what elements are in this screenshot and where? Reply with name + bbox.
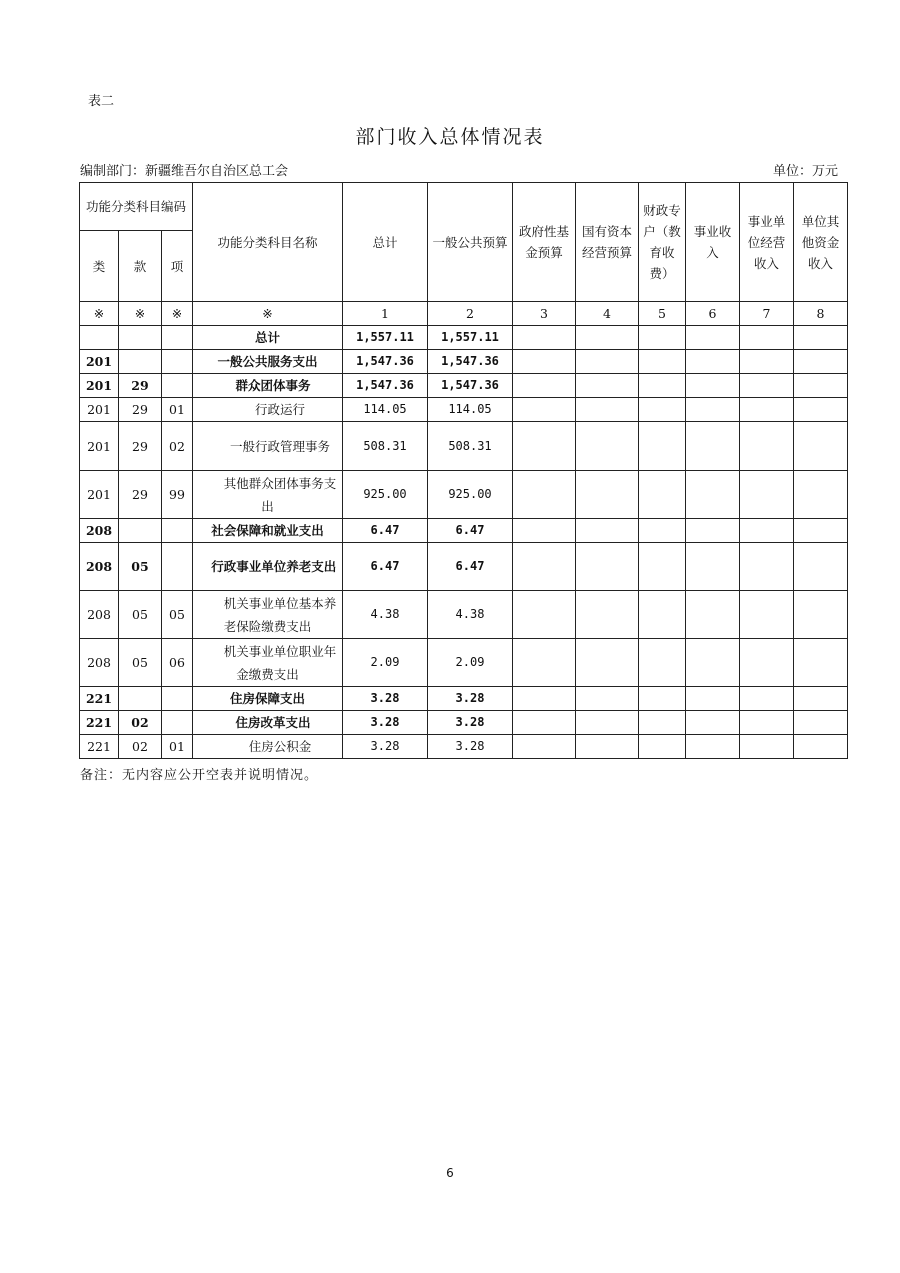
cell-kuan [119,350,162,374]
marker-cell: 7 [740,302,794,326]
cell-kuan: 05 [119,591,162,639]
cell-empty [686,422,740,471]
cell-xiang [162,350,193,374]
cell-general-budget: 3.28 [428,687,513,711]
cell-empty [513,711,576,735]
table-row [80,711,848,735]
cell-general-budget: 1,547.36 [428,374,513,398]
marker-cell: ※ [162,302,193,326]
cell-lei: 221 [80,711,119,735]
cell-empty [576,326,639,350]
cell-empty [639,398,686,422]
header-total: 总计 [343,183,428,302]
cell-xiang [162,687,193,711]
header-other-income: 单位其他资金收入 [794,183,848,302]
marker-cell: 2 [428,302,513,326]
cell-empty [639,735,686,759]
marker-row [80,302,848,326]
cell-total: 1,547.36 [343,350,428,374]
cell-empty [794,543,848,591]
cell-empty [513,735,576,759]
cell-kuan: 29 [119,398,162,422]
cell-general-budget: 3.28 [428,711,513,735]
cell-total: 6.47 [343,543,428,591]
cell-name: 社会保障和就业支出 [193,519,343,543]
cell-empty [639,711,686,735]
table-row [80,471,848,519]
cell-total: 6.47 [343,519,428,543]
cell-empty [740,591,794,639]
cell-name: 住房公积金 [193,735,343,759]
cell-empty [576,639,639,687]
cell-empty [639,350,686,374]
cell-empty [513,591,576,639]
table-row [80,398,848,422]
compiling-department: 编制部门：新疆维吾尔自治区总工会 [80,164,289,179]
marker-cell: ※ [193,302,343,326]
cell-xiang: 01 [162,398,193,422]
cell-empty [639,326,686,350]
cell-general-budget: 6.47 [428,519,513,543]
cell-empty [686,711,740,735]
cell-kuan: 29 [119,422,162,471]
cell-empty [576,422,639,471]
cell-lei: 221 [80,735,119,759]
cell-name-text: 其他群众团体事务支出 [223,475,337,514]
cell-empty [639,471,686,519]
cell-empty [513,543,576,591]
cell-empty [794,687,848,711]
cell-total: 3.28 [343,687,428,711]
table-row [80,639,848,687]
cell-kuan: 05 [119,543,162,591]
cell-empty [740,471,794,519]
cell-empty [686,519,740,543]
cell-total: 508.31 [343,422,428,471]
cell-general-budget: 6.47 [428,543,513,591]
cell-total: 114.05 [343,398,428,422]
cell-xiang: 99 [162,471,193,519]
table-row [80,326,848,350]
cell-empty [794,374,848,398]
cell-general-budget: 2.09 [428,639,513,687]
cell-xiang: 05 [162,591,193,639]
cell-empty [740,543,794,591]
cell-name: 群众团体事务 [193,374,343,398]
cell-name: 行政运行 [193,398,343,422]
cell-empty [794,639,848,687]
header-row-1 [80,183,848,231]
cell-name-text: 一般行政管理事务 [229,438,330,454]
cell-empty [513,519,576,543]
cell-lei: 201 [80,374,119,398]
cell-empty [576,591,639,639]
cell-empty [576,374,639,398]
cell-empty [794,326,848,350]
cell-name: 一般公共服务支出 [193,350,343,374]
table-row [80,687,848,711]
cell-empty [686,326,740,350]
cell-empty [686,350,740,374]
cell-name: 住房改革支出 [193,711,343,735]
cell-empty [740,422,794,471]
cell-empty [513,687,576,711]
cell-empty [740,350,794,374]
cell-empty [686,398,740,422]
cell-empty [576,398,639,422]
cell-general-budget: 1,547.36 [428,350,513,374]
cell-lei: 201 [80,422,119,471]
cell-lei: 201 [80,350,119,374]
header-code-group: 功能分类科目编码 [80,183,193,231]
cell-general-budget: 4.38 [428,591,513,639]
unit-label: 单位：万元 [772,164,838,179]
cell-empty [740,639,794,687]
cell-empty [794,422,848,471]
cell-empty [639,543,686,591]
cell-empty [639,519,686,543]
cell-empty [740,398,794,422]
cell-total: 4.38 [343,591,428,639]
cell-kuan [119,519,162,543]
cell-empty [794,711,848,735]
cell-xiang: 06 [162,639,193,687]
table-row [80,350,848,374]
cell-lei [80,326,119,350]
marker-cell: ※ [119,302,162,326]
cell-xiang [162,711,193,735]
cell-empty [513,326,576,350]
marker-cell: 3 [513,302,576,326]
header-general-budget: 一般公共预算 [428,183,513,302]
marker-cell: ※ [80,302,119,326]
cell-empty [740,735,794,759]
header-code-lei: 类 [80,231,119,302]
table-row [80,374,848,398]
cell-lei: 221 [80,687,119,711]
cell-empty [686,639,740,687]
cell-name-text: 机关事业单位职业年金缴费支出 [223,643,337,682]
cell-empty [639,591,686,639]
cell-empty [639,374,686,398]
cell-name: 总计 [193,326,343,350]
cell-empty [576,543,639,591]
cell-empty [576,735,639,759]
cell-kuan: 29 [119,374,162,398]
cell-empty [686,374,740,398]
cell-empty [686,591,740,639]
cell-empty [794,591,848,639]
income-table [79,182,848,759]
cell-empty [794,398,848,422]
table-body [80,183,848,759]
marker-cell: 5 [639,302,686,326]
header-name: 功能分类科目名称 [193,183,343,302]
cell-empty [686,471,740,519]
cell-empty [513,350,576,374]
cell-xiang [162,519,193,543]
cell-name [193,422,343,471]
cell-general-budget: 508.31 [428,422,513,471]
cell-total: 1,557.11 [343,326,428,350]
cell-empty [686,687,740,711]
cell-lei: 208 [80,639,119,687]
cell-lei: 208 [80,591,119,639]
cell-xiang [162,374,193,398]
cell-name-text: 行政事业单位养老支出 [211,559,337,574]
cell-lei: 201 [80,398,119,422]
cell-xiang: 01 [162,735,193,759]
cell-total: 3.28 [343,735,428,759]
cell-empty [513,471,576,519]
table-remark: 备注：无内容应公开空表并说明情况。 [80,768,319,783]
cell-empty [639,639,686,687]
cell-empty [513,374,576,398]
table-row [80,591,848,639]
cell-empty [576,711,639,735]
marker-cell: 4 [576,302,639,326]
header-business-income: 事业收入 [686,183,740,302]
table-row [80,735,848,759]
cell-general-budget: 3.28 [428,735,513,759]
cell-empty [513,639,576,687]
header-state-capital: 国有资本经营预算 [576,183,639,302]
cell-empty [513,422,576,471]
marker-cell: 6 [686,302,740,326]
cell-name [193,591,343,639]
cell-kuan: 29 [119,471,162,519]
cell-kuan: 02 [119,711,162,735]
cell-general-budget: 114.05 [428,398,513,422]
cell-empty [639,687,686,711]
table-label: 表二 [88,94,115,109]
cell-total: 3.28 [343,711,428,735]
marker-cell: 1 [343,302,428,326]
cell-kuan [119,326,162,350]
cell-xiang [162,326,193,350]
cell-empty [513,398,576,422]
cell-kuan: 02 [119,735,162,759]
header-code-kuan: 款 [119,231,162,302]
cell-name [193,471,343,519]
cell-name: 住房保障支出 [193,687,343,711]
cell-empty [794,471,848,519]
cell-empty [740,711,794,735]
cell-empty [740,374,794,398]
cell-empty [740,326,794,350]
header-code-xiang: 项 [162,231,193,302]
cell-empty [686,735,740,759]
header-fiscal-special: 财政专户（教育收费） [639,183,686,302]
header-operating-income: 事业单位经营收入 [740,183,794,302]
cell-empty [740,687,794,711]
marker-cell: 8 [794,302,848,326]
cell-lei: 208 [80,543,119,591]
table-row [80,543,848,591]
page-number: 6 [446,1166,454,1180]
cell-empty [794,350,848,374]
cell-lei: 201 [80,471,119,519]
cell-empty [639,422,686,471]
cell-empty [686,543,740,591]
cell-total: 2.09 [343,639,428,687]
cell-empty [576,519,639,543]
cell-total: 1,547.36 [343,374,428,398]
cell-xiang: 02 [162,422,193,471]
cell-kuan: 05 [119,639,162,687]
cell-general-budget: 1,557.11 [428,326,513,350]
cell-name-text: 机关事业单位基本养老保险缴费支出 [223,595,337,634]
header-gov-fund: 政府性基金预算 [513,183,576,302]
cell-kuan [119,687,162,711]
cell-general-budget: 925.00 [428,471,513,519]
cell-empty [740,519,794,543]
cell-total: 925.00 [343,471,428,519]
cell-name [193,639,343,687]
table-row [80,519,848,543]
cell-empty [576,350,639,374]
cell-empty [576,471,639,519]
page-title: 部门收入总体情况表 [355,126,545,148]
cell-lei: 208 [80,519,119,543]
cell-name [193,543,343,591]
cell-empty [576,687,639,711]
cell-empty [794,519,848,543]
table-row [80,422,848,471]
cell-empty [794,735,848,759]
cell-xiang [162,543,193,591]
